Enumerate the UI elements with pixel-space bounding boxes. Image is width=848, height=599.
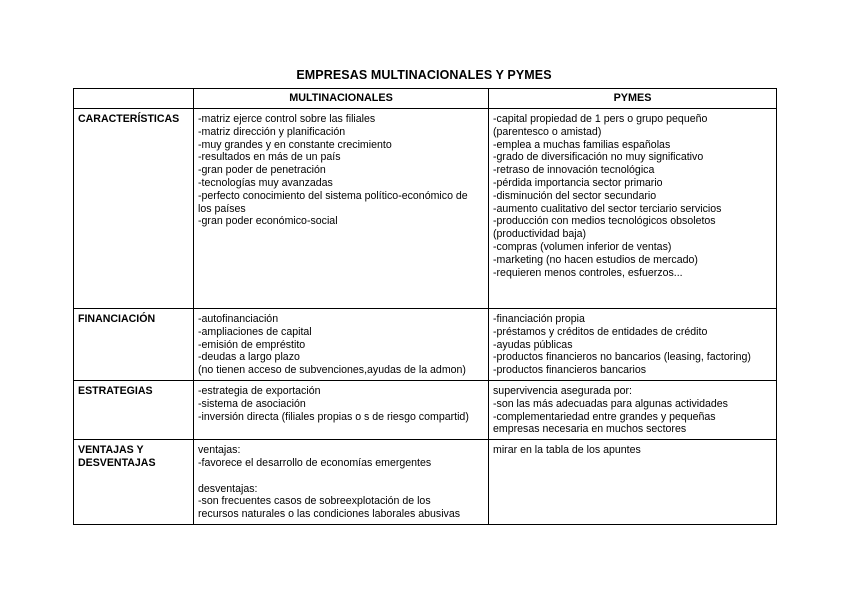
list-item: (productividad baja) bbox=[493, 228, 587, 241]
cell-ventajas-pymes bbox=[489, 440, 777, 525]
list-item: recursos naturales o las condiciones laborales abusivas bbox=[198, 508, 461, 521]
list-item: -perfecto conocimiento del sistema político-económico de bbox=[198, 189, 468, 202]
list-item: -autofinanciación bbox=[198, 313, 279, 325]
list-item: -financiación propia bbox=[493, 313, 585, 325]
cell-financiacion-multi bbox=[194, 309, 489, 381]
list-item: -estrategia de exportación bbox=[198, 384, 321, 397]
spacer bbox=[198, 470, 484, 483]
list-item: -pérdida importancia sector primario bbox=[493, 176, 663, 189]
list-item: -gran poder económico-social bbox=[198, 215, 338, 228]
list-item: -matriz ejerce control sobre las filiales bbox=[198, 113, 376, 125]
row-label-financiacion: FINANCIACIÓN bbox=[74, 309, 194, 381]
list-item: -capital propiedad de 1 pers o grupo pequeño bbox=[493, 113, 708, 125]
cell-estrategias-pymes bbox=[489, 380, 777, 439]
header-multinacionales: MULTINACIONALES bbox=[194, 89, 489, 109]
list-item: empresas necesaria en muchos sectores bbox=[493, 423, 687, 436]
list-item: -ayudas públicas bbox=[493, 338, 573, 351]
list-item: -favorece el desarrollo de economías emergentes bbox=[198, 456, 432, 469]
cell-caracteristicas-pymes bbox=[489, 109, 777, 309]
list-item: -requieren menos controles, esfuerzos... bbox=[493, 266, 683, 279]
list-item: -inversión directa (filiales propias o s de riesgo compartid) bbox=[198, 410, 469, 423]
row-financiacion bbox=[74, 309, 777, 381]
page-title: EMPRESAS MULTINACIONALES Y PYMES bbox=[296, 68, 552, 82]
row-caracteristicas bbox=[74, 109, 777, 309]
list-item: ventajas: bbox=[198, 444, 241, 457]
header-pymes: PYMES bbox=[489, 89, 777, 109]
list-item: -tecnologías muy avanzadas bbox=[198, 176, 333, 189]
list-item: (no tienen acceso de subvenciones,ayudas de la admon) bbox=[198, 364, 466, 377]
row-estrategias bbox=[74, 380, 777, 439]
list-item: -marketing (no hacen estudios de mercado) bbox=[493, 253, 698, 266]
list-item: -préstamos y créditos de entidades de crédito bbox=[493, 325, 708, 338]
list-item: -gran poder de penetración bbox=[198, 164, 326, 177]
row-ventajas bbox=[74, 440, 777, 525]
row-label-estrategias: ESTRATEGIAS bbox=[74, 380, 194, 439]
list-item: -emplea a muchas familias españolas bbox=[493, 138, 671, 151]
list-item: -compras (volumen inferior de ventas) bbox=[493, 240, 672, 253]
list-item: -productos financieros bancarios bbox=[493, 364, 647, 377]
cell-caracteristicas-multi bbox=[194, 109, 489, 309]
row-label-caracteristicas: CARACTERÍSTICAS bbox=[74, 109, 194, 309]
list-item: -son las más adecuadas para algunas actividades bbox=[493, 397, 728, 410]
list-item: -grado de diversificación no muy significativo bbox=[493, 151, 704, 164]
header-blank bbox=[74, 89, 194, 109]
cell-financiacion-pymes bbox=[489, 309, 777, 381]
cell-estrategias-multi bbox=[194, 380, 489, 439]
list-item: -retraso de innovación tecnológica bbox=[493, 164, 655, 177]
row-label-ventajas bbox=[74, 440, 194, 525]
list-item: -sistema de asociación bbox=[198, 397, 306, 410]
list-item: mirar en la tabla de los apuntes bbox=[493, 444, 641, 457]
list-item: -matriz dirección y planificación bbox=[198, 125, 346, 138]
cell-ventajas-multi bbox=[194, 440, 489, 525]
list-item: -complementariedad entre grandes y pequeñas bbox=[493, 410, 716, 423]
list-item: los países bbox=[198, 202, 246, 215]
row-label-line: VENTAJAS Y bbox=[78, 444, 144, 457]
list-item: -son frecuentes casos de sobreexplotación de los bbox=[198, 495, 431, 508]
row-label-line: DESVENTAJAS bbox=[78, 456, 156, 469]
list-item: -aumento cualitativo del sector terciario servicios bbox=[493, 202, 722, 215]
comparison-table bbox=[73, 88, 777, 525]
list-item: -resultados en más de un país bbox=[198, 151, 341, 164]
list-item: -deudas a largo plazo bbox=[198, 351, 300, 364]
list-item: supervivencia asegurada por: bbox=[493, 384, 632, 397]
list-item: -ampliaciones de capital bbox=[198, 325, 312, 338]
list-item: -productos financieros no bancarios (leasing, factoring) bbox=[493, 351, 751, 364]
list-item: -disminución del sector secundario bbox=[493, 189, 657, 202]
list-item: desventajas: bbox=[198, 482, 258, 495]
header-row bbox=[74, 89, 777, 109]
list-item: -muy grandes y en constante crecimiento bbox=[198, 138, 392, 151]
list-item: -emisión de empréstito bbox=[198, 338, 306, 351]
list-item: -producción con medios tecnológicos obsoletos bbox=[493, 215, 716, 228]
list-item: (parentesco o amistad) bbox=[493, 125, 602, 138]
